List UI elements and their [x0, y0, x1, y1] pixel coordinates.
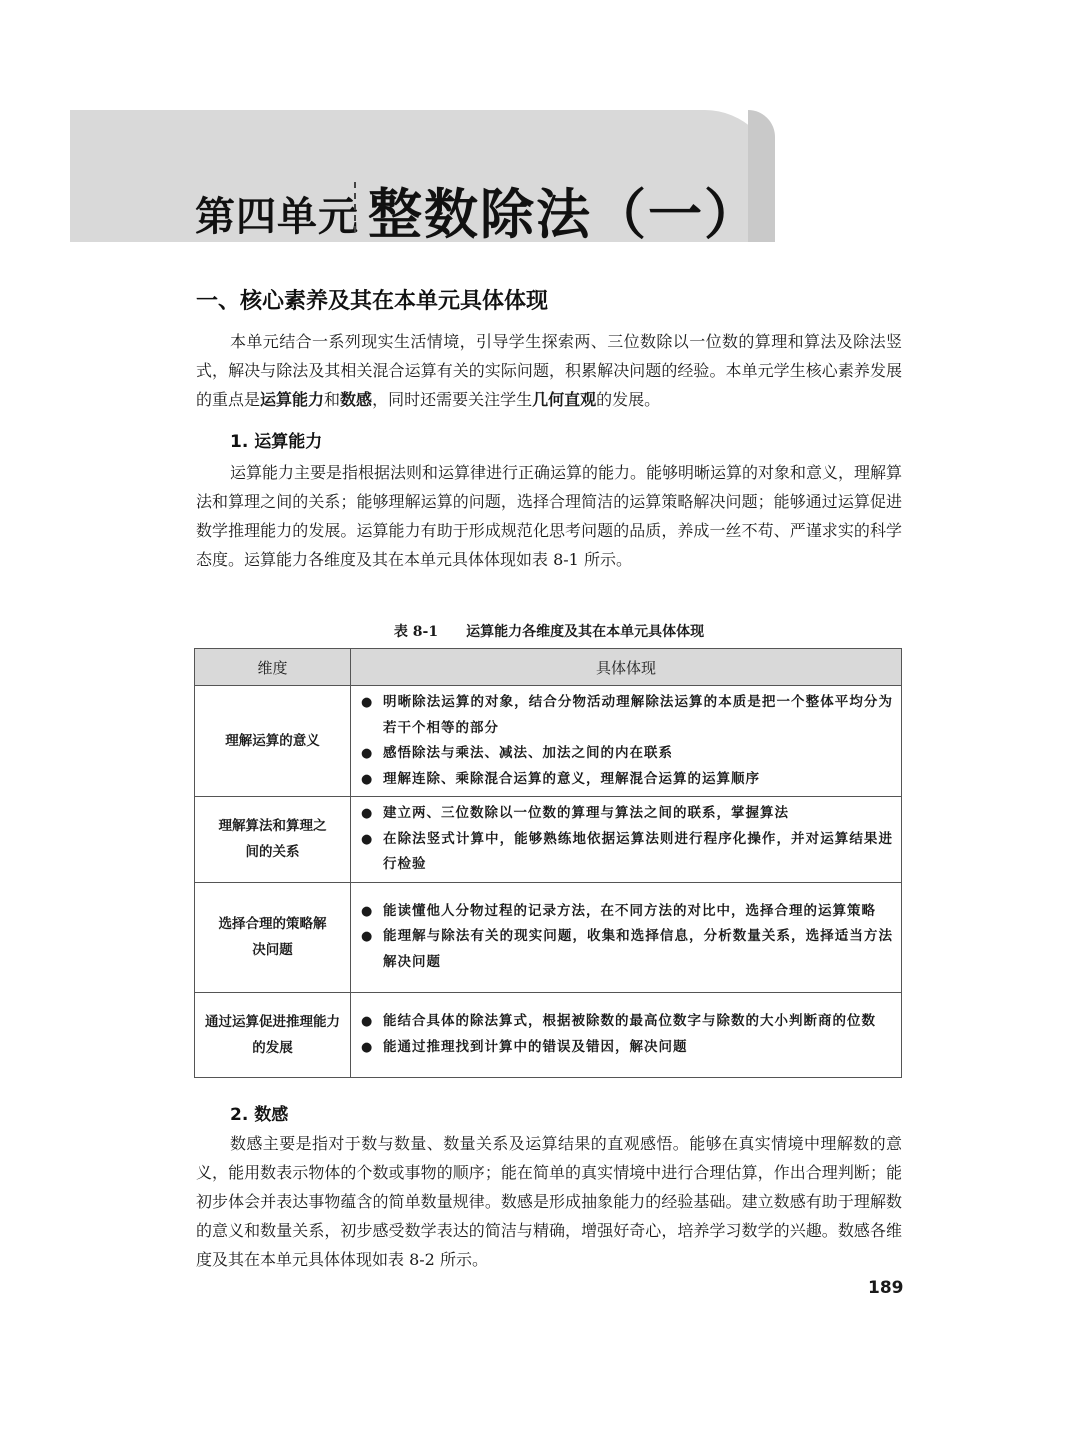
detail-cell [351, 992, 902, 1077]
table-row [195, 882, 902, 992]
table-header-row [195, 649, 902, 686]
chapter-divider [354, 182, 356, 232]
header-dimension: 维度 [195, 649, 351, 686]
dimension-table [194, 648, 902, 1078]
detail-item: ● 感悟除法与乘法、减法、加法之间的内在联系 [361, 741, 893, 767]
detail-item: ● 理解连除、乘除混合运算的意义，理解混合运算的运算顺序 [361, 767, 893, 793]
detail-item: ● 能理解与除法有关的现实问题，收集和选择信息，分析数量关系，选择适当方法解决问题 [361, 924, 893, 975]
table-row [195, 797, 902, 883]
detail-item: ● 能读懂他人分物过程的记录方法，在不同方法的对比中，选择合理的运算策略 [361, 899, 893, 925]
section-heading: 一、核心素养及其在本单元具体体现 [196, 289, 549, 314]
header-detail: 具体体现 [351, 649, 902, 686]
table-row [195, 686, 902, 797]
chapter-label: 第四单元 [195, 194, 359, 240]
detail-item: ● 建立两、三位数除以一位数的算理与算法之间的联系，掌握算法 [361, 801, 893, 827]
computation-paragraph: 运算能力主要是指根据法则和运算律进行正确运算的能力。能够明晰运算的对象和意义，理解算法和算理之间的关系；能够理解运算的问题，选择合理简洁的运算策略解决问题；能够通过运算促进数学推理能力的发展。运算能力有助于形成规范化思考问题的品质，养成一丝不苟、严谨求实的科学态度。运算能力各维度及其在本单元具体体现如表 8-1 所示。 [196, 463, 903, 569]
subheading-number-sense: 2. 数感 [230, 1105, 289, 1125]
table-caption: 表 8-1 运算能力各维度及其在本单元具体体现 [393, 624, 705, 640]
subheading-computation: 1. 运算能力 [230, 432, 323, 452]
table-row [195, 992, 902, 1077]
dimension-cell: 理解运算的意义 [195, 686, 351, 797]
detail-item: ● 能结合具体的除法算式，根据被除数的最高位数字与除数的大小判断商的位数 [361, 1009, 893, 1035]
intro-paragraph: 本单元结合一系列现实生活情境，引导学生探索两、三位数除以一位数的算理和算法及除法竖式，解决与除法及其相关混合运算有关的实际问题，积累解决问题的经验。本单元学生核心素养发展的重点是运算能力和数感，同时还需要关注学生几何直观的发展。 [196, 332, 902, 409]
page-number: 189 [868, 1278, 904, 1298]
detail-cell [351, 797, 902, 883]
dimension-cell: 通过运算促进推理能力的发展 [195, 992, 351, 1077]
dimension-cell: 选择合理的策略解决问题 [195, 882, 351, 992]
number-sense-paragraph: 数感主要是指对于数与数量、数量关系及运算结果的直观感悟。能够在真实情境中理解数的意义，能用数表示物体的个数或事物的顺序；能在简单的真实情境中进行合理估算，作出合理判断；能初步体会并表达事物蕴含的简单数量规律。数感是形成抽象能力的经验基础。建立数感有助于理解数的意义和数量关系，初步感受数学表达的简洁与精确，增强好奇心，培养学习数学的兴趣。数感各维度及其在本单元具体体现如表 8-2 所示。 [196, 1134, 902, 1269]
detail-cell [351, 882, 902, 992]
detail-item: ● 明晰除法运算的对象，结合分物活动理解除法运算的本质是把一个整体平均分为若干个相等的部分 [361, 690, 893, 741]
detail-cell [351, 686, 902, 797]
chapter-title: 整数除法（一） [368, 183, 760, 246]
dimension-cell: 理解算法和算理之间的关系 [195, 797, 351, 883]
detail-item: ● 能通过推理找到计算中的错误及错因，解决问题 [361, 1035, 893, 1061]
detail-item: ● 在除法竖式计算中，能够熟练地依据运算法则进行程序化操作，并对运算结果进行检验 [361, 827, 893, 878]
